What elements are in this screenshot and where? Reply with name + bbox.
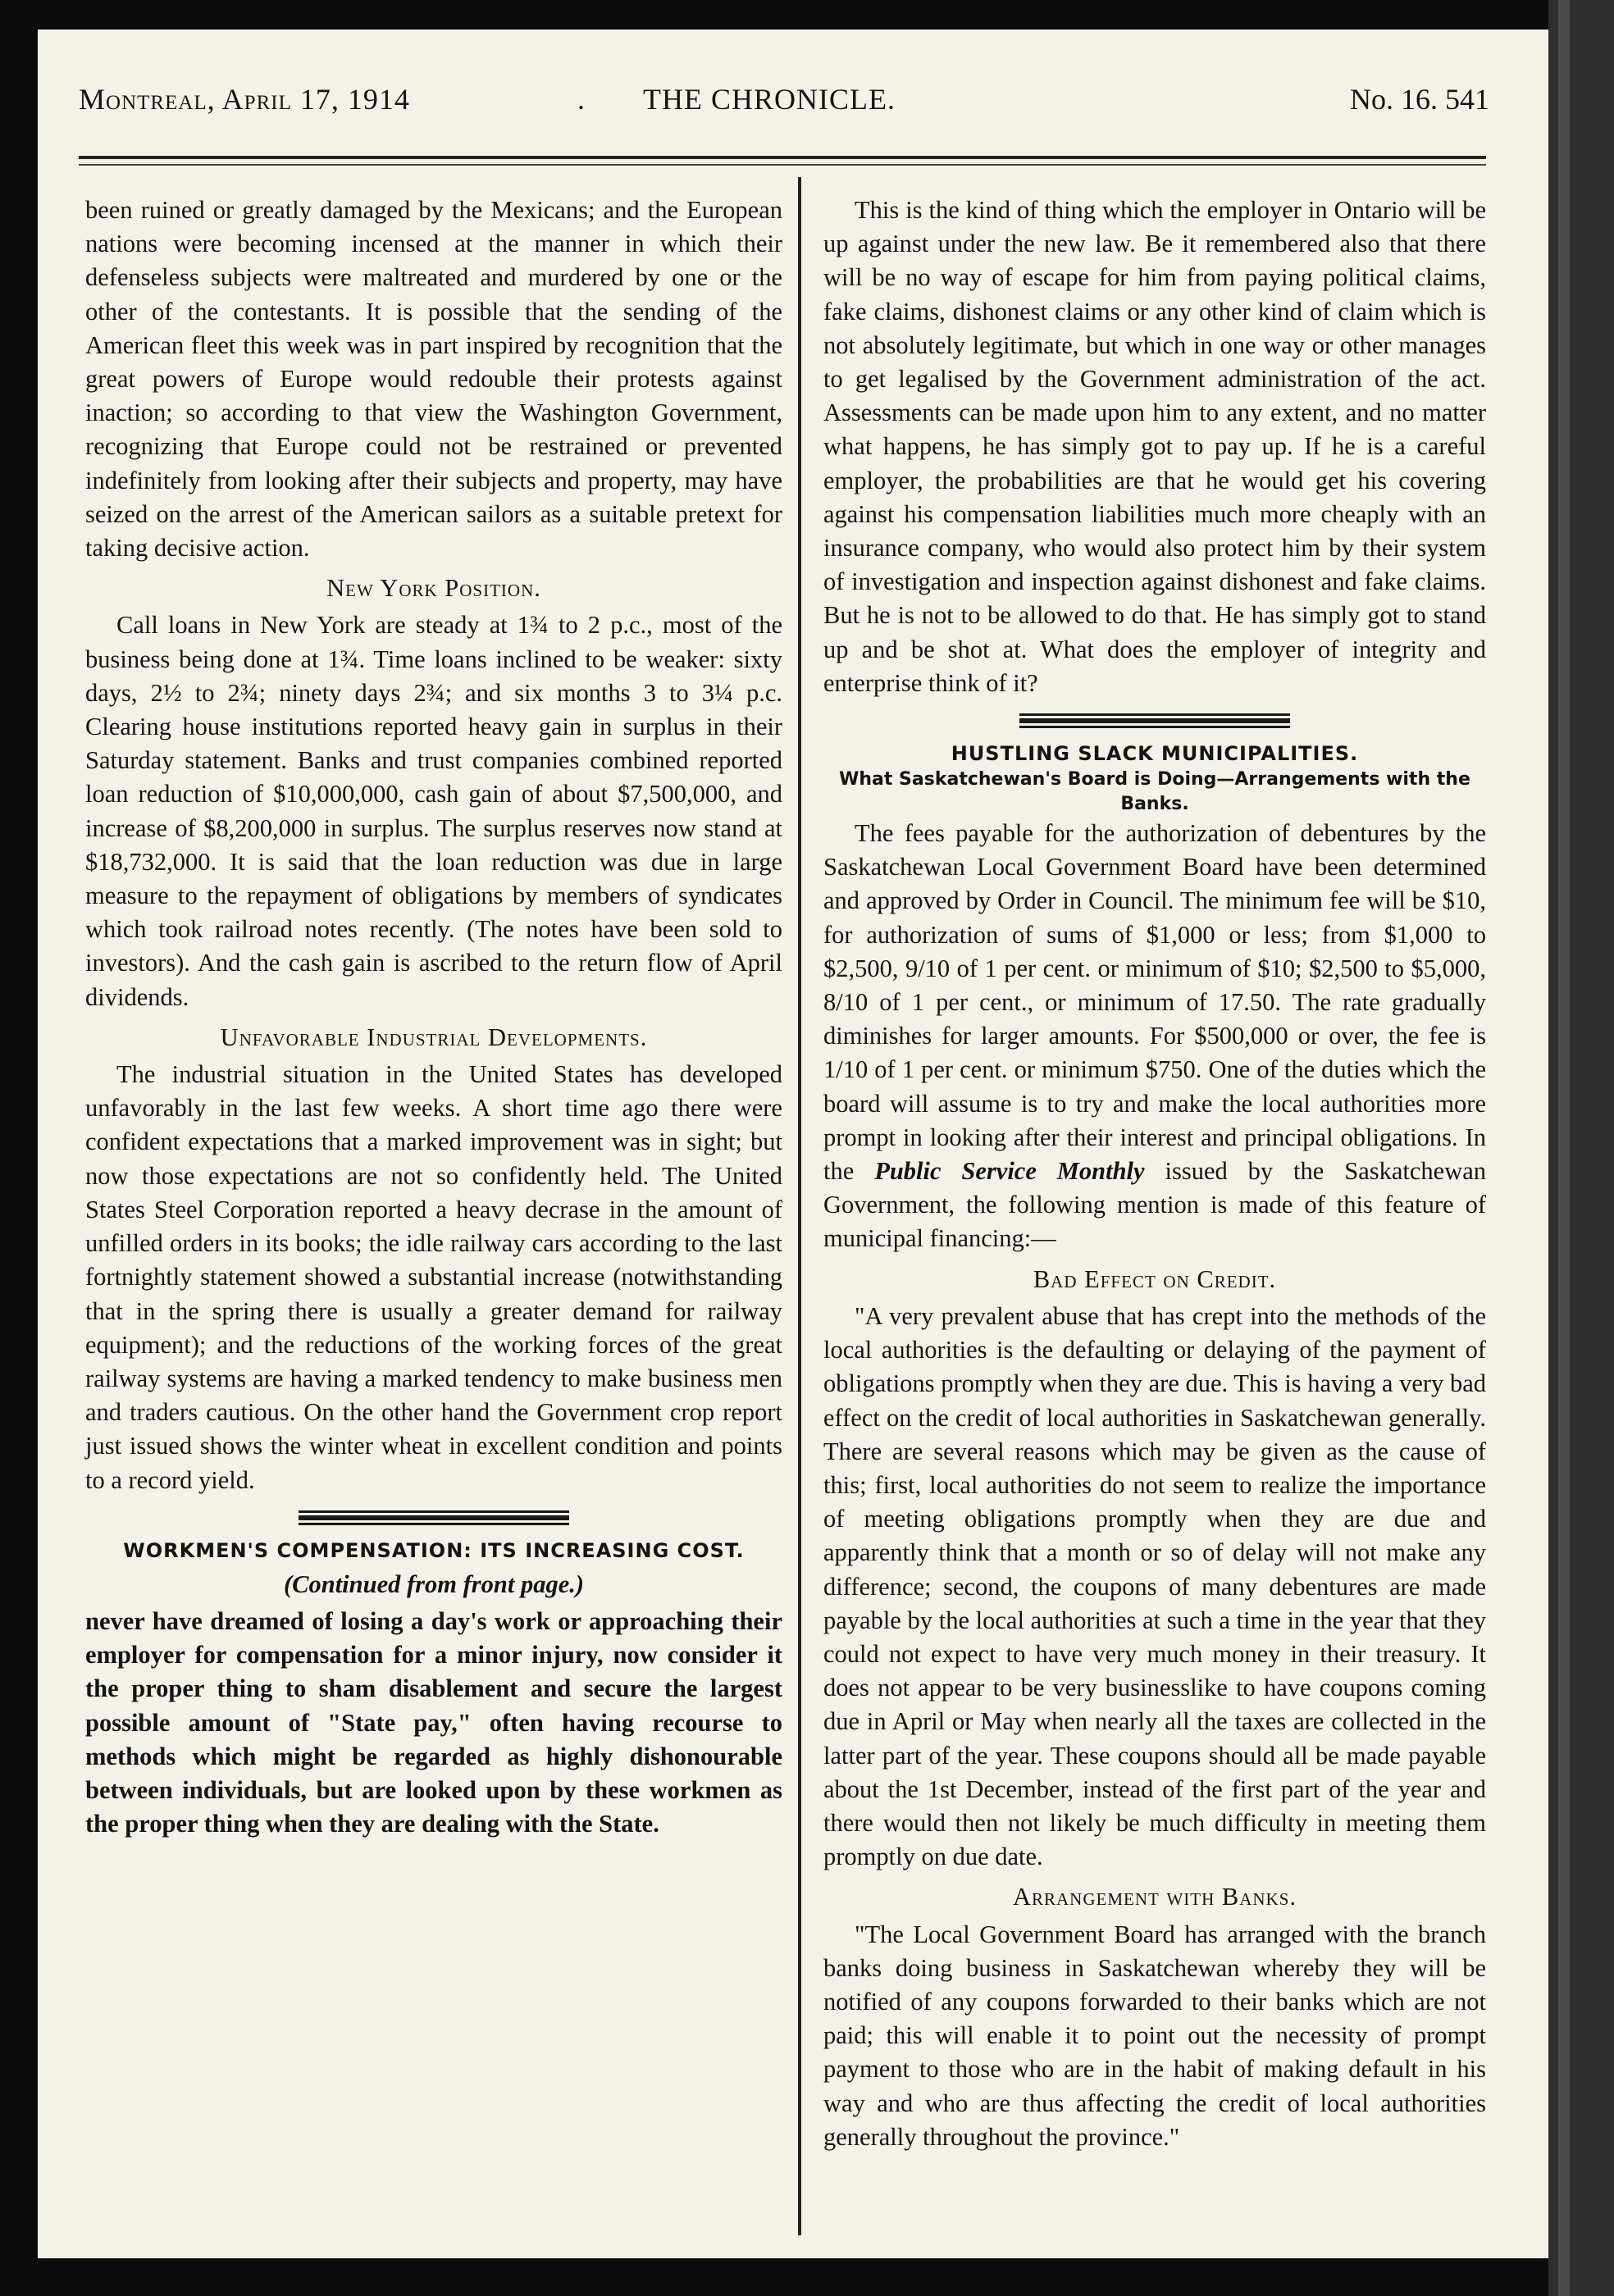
article-paragraph: Call loans in New York are steady at 1¾ to 2 p.c., most of the business being done at 1¾. Time loans inclined to be weaker: sixty days, 2½ to 2¾; ninety days 2¾; and six months 3 to 3¼ p.c. Clearing house institutions reported heavy gain in surplus in their Saturday statement. Banks and trust companies combined reported loan reduction of $10,000,000, cash gain of about $7,500,000, and increase of $8,200,000 in surplus. The surplus reserves now stand at $18,732,000. It is said that the loan reduction was due in large measure to the repayment of obligations by members of syndicates which took railroad notes recently. (The notes have been sold to investors). And the cash gain is ascribed to the return flow of April dividends. [85, 611, 782, 1011]
scan-edge-inner [1558, 0, 1570, 2296]
section-subhead: New York Position. [326, 574, 541, 603]
header-dateline: Montreal, April 17, 1914 [79, 83, 410, 116]
section-subhead: Arrangement with Banks. [1012, 1883, 1297, 1911]
paragraph-text: The fees payable for the authorization of debentures by the Saskatchewan Local Government Board have been determined and approved by Order in Council. The minimum fee will be $10, for authorization of sums of $1,000 or less; from $1,000 to $2,500, 9/10 of 1 per cent. or minimum of $10; $2,500 to $5,000, 8/10 of 1 per cent., or minimum of 17.50. The rate gradually diminishes for larger amounts. For $500,000 or over, the fee is 1/10 of 1 per cent. or minimum $750. One of the duties which the board will assume is to try and make the local authorities more prompt in looking after their interest and principal obligations. In the [823, 819, 1486, 1186]
header-rule [79, 156, 1486, 159]
newspaper-page [38, 30, 1548, 2258]
header-rule-thin [79, 164, 1486, 166]
issue-page-number: No. 16. 541 [1350, 83, 1489, 116]
header-separator: . [577, 83, 585, 116]
article-paragraph: This is the kind of thing which the employer in Ontario will be up against under the new law. Be it remembered also that there will be no way of escape for him from paying political claims, fake claims, dishonest claims or any other kind of claim which is not absolutely legitimate, but which in one way or other manages to get legalised by the Government administration of the act. Assessments can be made upon him to any extent, and no matter what happens, he has simply got to pay up. If he is a careful employer, the probabilities are that he would get his covering against his compensation liabilities much more cheaply with an insurance company, who would also protect him by their system of investigation and inspection against dishonest and fake claims. But he is not to be allowed to do that. He has simply got to stand up and be shot at. What does the employer of integrity and enterprise think of it? [823, 196, 1486, 697]
publication-title: THE CHRONICLE. [643, 83, 896, 116]
article-heading: WORKMEN'S COMPENSATION: ITS INCREASING COST. [123, 1538, 745, 1562]
article-paragraph [823, 817, 1486, 1256]
article-heading: HUSTLING SLACK MUNICIPALITIES. [951, 742, 1359, 766]
publication-name: Public Service Monthly [874, 1157, 1145, 1186]
decorative-rule [299, 1510, 569, 1525]
article-paragraph: been ruined or greatly damaged by the Mexicans; and the European nations were becoming incensed at the manner in which their defenseless subjects were maltreated and murdered by one or the other of the contestants. It is possible that the sending of the American fleet this week was in part inspired by recognition that the great powers of Europe would redouble their protests against inaction; so according to that view the Washington Government, recognizing that Europe could not be restrained or prevented indefinitely from looking after their subjects and property, may have seized on the arrest of the American sailors as a suitable pretext for taking decisive action. [85, 196, 782, 563]
column-divider [798, 177, 801, 2235]
article-paragraph: never have dreamed of losing a day's work or approaching their employer for compensation for a minor injury, now consider it the proper thing to sham disablement and secure the largest possible amount of "State pay," often having recourse to methods which might be regarded as highly dishonourable between individuals, but are looked upon by these workmen as the proper thing when they are dealing with the State. [85, 1606, 782, 1838]
decorative-rule [1019, 713, 1290, 728]
section-subhead: Unfavorable Industrial Developments. [220, 1023, 648, 1051]
article-paragraph: "The Local Government Board has arranged with the branch banks doing business in Saskatchewan whereby they will be notified of any coupons forwarded to their banks which are not paid; this will enable it to point out the necessity of prompt payment to those who are in the habit of making default in his way and who are thus affecting the credit of local authorities generally throughout the province." [823, 1920, 1486, 2151]
left-column [85, 194, 782, 1841]
running-header [79, 82, 1489, 131]
article-subheading: What Saskatchewan's Board is Doing—Arrangements with the Banks. [839, 769, 1470, 815]
section-subhead: Bad Effect on Credit. [1033, 1264, 1277, 1293]
paragraph-text: issued by the Saskatchewan Government, the following mention is made of this feature of municipal financing:— [823, 1157, 1487, 1253]
article-paragraph: "A very prevalent abuse that has crept into the methods of the local authorities is the defaulting or delaying of the payment of obligations promptly when they are due. This is having a very bad effect on the credit of local authorities in Saskatchewan generally. There are several reasons which may be given as the cause of this; first, local authorities do not seem to realize the importance of meeting obligations promptly when they are due and apparently think that a month or so of delay will not make any difference; second, the coupons of many debentures are made payable by the local authorities at such a time in the year that they could not expect to have very much money in their treasury. It does not appear to be very businesslike to have coupons coming due in April or May when nearly all the taxes are collected in the latter part of the year. These coupons should all be made payable about the 1st December, instead of the first part of the year and there would then not likely be much difficulty in meeting them promptly on due date. [823, 1301, 1486, 1871]
right-column [823, 194, 1486, 2154]
continuation-note: (Continued from front page.) [283, 1569, 585, 1598]
article-paragraph: The industrial situation in the United States has developed unfavorably in the last few weeks. A short time ago there were confident expectations that a marked improvement was in sight; but now those expectations are not so confidently held. The United States Steel Corporation reported a heavy decrase in the amount of unfilled orders in its books; the idle railway cars according to the last fortnightly statement showed a substantial increase (notwithstanding that in the spring there is usually a greater demand for railway equipment); and the reductions of the working forces of the great railway systems are having a marked tendency to make business men and traders cautious. On the other hand the Government crop report just issued shows the winter wheat in excellent condition and points to a record yield. [85, 1060, 782, 1494]
